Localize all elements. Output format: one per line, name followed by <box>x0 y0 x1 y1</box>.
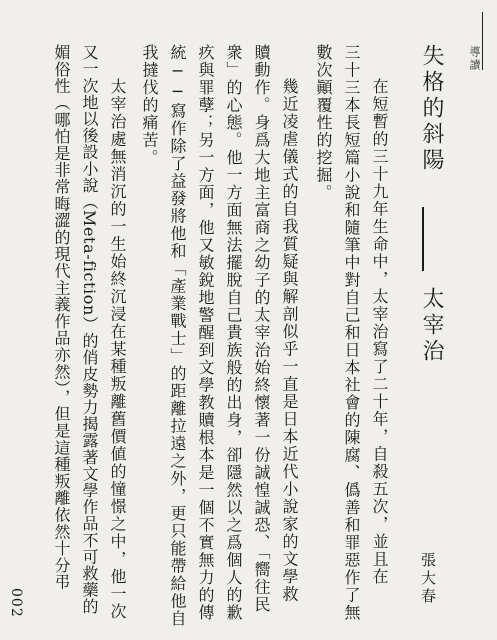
text-column: 衆」的心態。他一方面無法擺脫自己貴族般的出身，卻隱然以之爲個人的歉 <box>224 44 243 622</box>
text-column: 太宰治處無消沉的一生始終沉浸在某種叛離舊價値的憧憬之中，他一次 <box>108 78 127 621</box>
title-sub: 太宰治 <box>419 287 444 365</box>
text-column: 媚俗性（哪怕是非常晦澀的現代主義作品亦然），但是這種叛離依然十分弔 <box>52 44 71 591</box>
text-column: 數次顚覆性的挖掘。 <box>314 44 333 202</box>
section-label: 導讀 <box>468 46 481 72</box>
title-main: 失格的斜陽 <box>419 44 444 174</box>
header-rule <box>482 12 483 70</box>
page-number: 002 <box>8 588 24 618</box>
text-column: 疚與罪孽；另一方面，他又敏銳地警醒到文學教贖根本是一個不實無力的傳 <box>196 44 215 622</box>
text-column: 又一次地以後設小說（Meta-fiction）的俏皮勢力揭露著文學作品不可救藥的 <box>80 44 99 615</box>
text-column: 幾近凌虐儀式的自我質疑與解剖似乎一直是日本近代小說家的文學救 <box>280 78 299 603</box>
text-column: 在短暫的三十九年生命中，太宰治寫了二十年，自殺五次，並且在 <box>370 78 389 586</box>
text-column: 統──寫作除了益發將他和「產業戰士」的距離拉遠之外，更只能帶給他自 <box>168 44 187 628</box>
text-column: 我撻伐的痛苦。 <box>140 44 159 167</box>
title-dash <box>422 207 424 271</box>
text-column: 贖動作。身爲大地主富商之幼子的太宰治始終懷著一份誠惶誠恐、「嚮往民 <box>252 44 271 614</box>
text-column: 三十三本長短篇小說和隨筆中對自己和日本社會的陳腐、僞善和罪惡作了無 <box>342 44 361 622</box>
author-name: 張大春 <box>419 552 437 606</box>
